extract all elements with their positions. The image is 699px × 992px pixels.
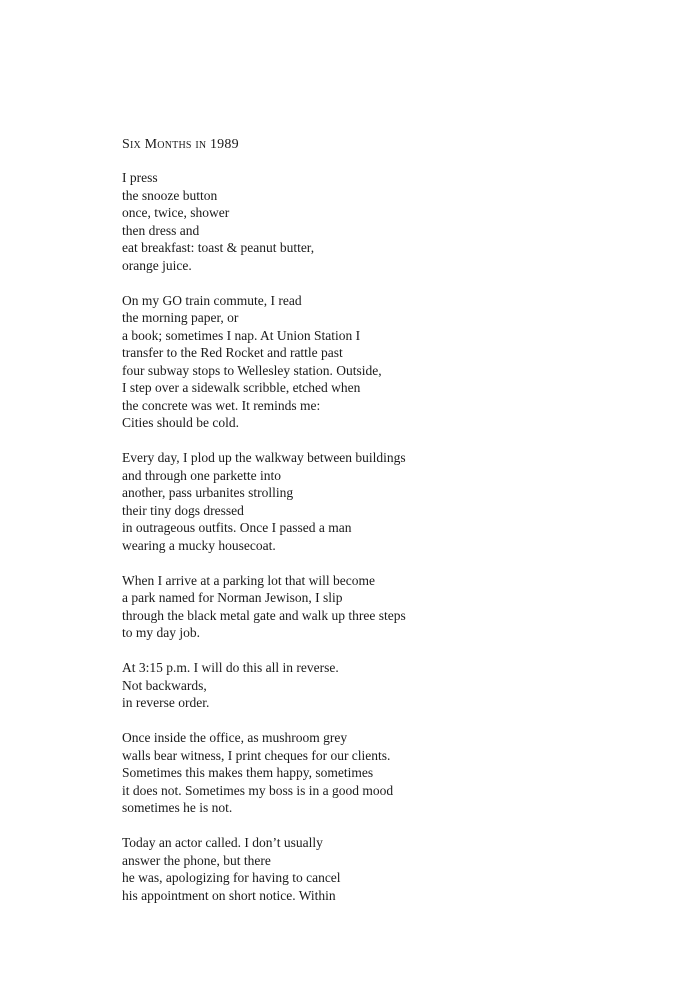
poem-line: the concrete was wet. It reminds me: — [122, 397, 321, 413]
poem-line: then dress and — [122, 222, 200, 238]
stanza-1 — [122, 169, 682, 274]
poem-line: Cities should be cold. — [122, 415, 239, 430]
poem-line: a park named for Norman Jewison, I slip — [122, 590, 343, 605]
poem-line: in reverse order. — [122, 695, 210, 710]
stanza-4 — [122, 572, 682, 642]
poem-line: the morning paper, or — [122, 310, 239, 325]
poem-line: transfer to the Red Rocket and rattle past — [122, 345, 343, 360]
poem-line: On my GO train commute, I read — [122, 292, 302, 308]
poem-line: Today an actor called. I don’t usually — [122, 835, 323, 850]
stanza-3 — [122, 449, 682, 554]
poem-line: his appointment on short notice. Within — [122, 887, 336, 903]
poem-line: orange juice. — [122, 257, 192, 273]
poem-line: four subway stops to Wellesley station. Outside, — [122, 362, 382, 378]
stanza-2 — [122, 292, 682, 432]
poem-line: When I arrive at a parking lot that will become — [122, 572, 376, 588]
poem-line: in outrageous outfits. Once I passed a man — [122, 520, 352, 535]
poem-line: and through one parkette into — [122, 467, 281, 483]
poem-line: sometimes he is not. — [122, 800, 233, 815]
poem-line: eat breakfast: toast & peanut butter, — [122, 240, 315, 255]
poem-line: to my day job. — [122, 625, 200, 640]
stanza-7 — [122, 834, 682, 904]
poem-line: I press — [122, 170, 158, 185]
poem-line: walls bear witness, I print cheques for our clients. — [122, 747, 391, 763]
stanza-5 — [122, 659, 682, 712]
poem-line: a book; sometimes I nap. At Union Station I — [122, 327, 361, 343]
poem-line: Every day, I plod up the walkway between buildings — [122, 450, 406, 465]
poem-line: Once inside the office, as mushroom grey — [122, 730, 348, 745]
poem-line: another, pass urbanites strolling — [122, 485, 294, 500]
poem-line: answer the phone, but there — [122, 852, 271, 868]
poem-line: through the black metal gate and walk up three steps — [122, 607, 406, 623]
poem-line: their tiny dogs dressed — [122, 502, 244, 518]
poem-line: it does not. Sometimes my boss is in a good mood — [122, 782, 394, 798]
poem-line: I step over a sidewalk scribble, etched when — [122, 380, 361, 395]
poem-line: wearing a mucky housecoat. — [122, 537, 276, 553]
poem-line: the snooze button — [122, 187, 218, 203]
poem-title: Six Months in 1989 — [122, 137, 239, 152]
poem-line: Not backwards, — [122, 677, 207, 693]
stanza-6 — [122, 729, 682, 817]
poem-line: Sometimes this makes them happy, sometimes — [122, 765, 374, 780]
poem-line: he was, apologizing for having to cancel — [122, 870, 341, 885]
poem-body — [122, 169, 682, 922]
poem-line: once, twice, shower — [122, 205, 230, 220]
poem-line: At 3:15 p.m. I will do this all in reverse. — [122, 660, 339, 675]
